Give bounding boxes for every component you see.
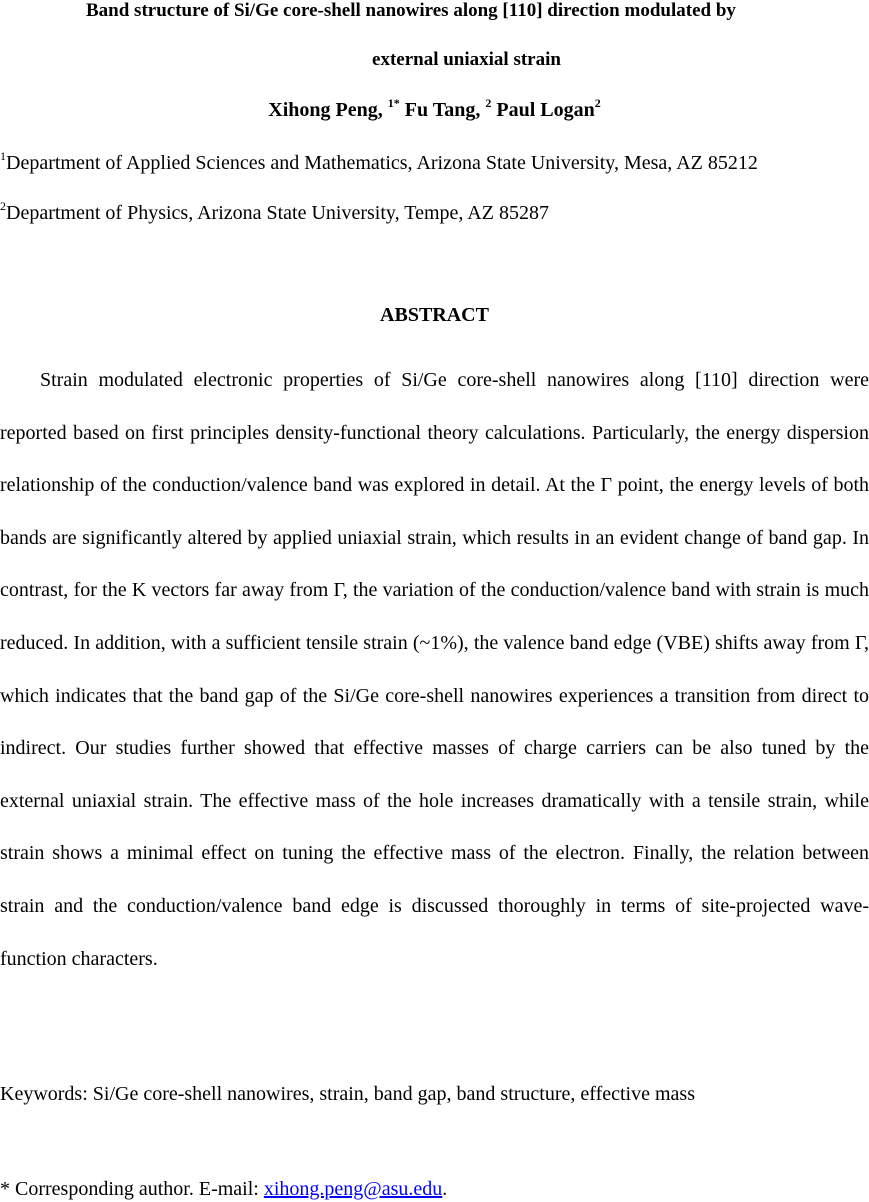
keywords: Keywords: Si/Ge core-shell nanowires, strain, band gap, band structure, effective mass (0, 1083, 695, 1105)
author-affiliation-mark: 2 (485, 96, 492, 110)
author-name: Xihong Peng, (268, 99, 383, 121)
paper-title-line-1: Band structure of Si/Ge core-shell nanowires along [110] direction modulated by (86, 0, 736, 21)
author-affiliation-mark: 2 (594, 96, 601, 110)
author-name: Paul Logan (496, 99, 595, 121)
footnote-suffix: . (442, 1178, 448, 1200)
affiliation-mark: 1 (0, 149, 6, 163)
affiliation-text: Department of Physics, Arizona State University, Tempe, AZ 85287 (6, 202, 549, 224)
abstract-heading: ABSTRACT (380, 304, 489, 326)
affiliation-text: Department of Applied Sciences and Mathematics, Arizona State University, Mesa, AZ 85212 (6, 152, 758, 174)
author-affiliation-mark: 1* (387, 96, 400, 110)
affiliation-mark: 2 (0, 199, 6, 213)
author-email-link[interactable]: xihong.peng@asu.edu (263, 1178, 443, 1200)
paper-title-line-2: external uniaxial strain (372, 49, 561, 70)
corresponding-author-footnote (0, 1176, 447, 1202)
footnote-prefix: * Corresponding author. E-mail: (0, 1178, 264, 1200)
abstract-body: Strain modulated electronic properties of Si/Ge core-shell nanowires along [110] direction were reported based on first principles density-functional theory calculations. Particularly, the energy dispersion relationship of the conduction/valence band was explored in detail. At the Γ point, the energy levels of both bands are significantly altered by applied uniaxial strain, which results in an evident change of band gap. In contrast, for the K vectors far away from Γ, the variation of the conduction/valence band with strain is much reduced. In addition, with a sufficient tensile strain (~1%), the valence band edge (VBE) shifts away from Γ, which indicates that the band gap of the Si/Ge core-shell nanowires experiences a transition from direct to indirect. Our studies further showed that effective masses of charge carriers can be also tuned by the external uniaxial strain. The effective mass of the hole increases dramatically with a tensile strain, while strain shows a minimal effect on tuning the effective mass of the electron. Finally, the relation between strain and the conduction/valence band edge is discussed thoroughly in terms of site-projected wave-function characters. (0, 369, 869, 970)
affiliation-2 (0, 200, 549, 226)
affiliation-1 (0, 150, 758, 176)
author-name: Fu Tang, (404, 99, 481, 121)
author-list (0, 97, 869, 123)
